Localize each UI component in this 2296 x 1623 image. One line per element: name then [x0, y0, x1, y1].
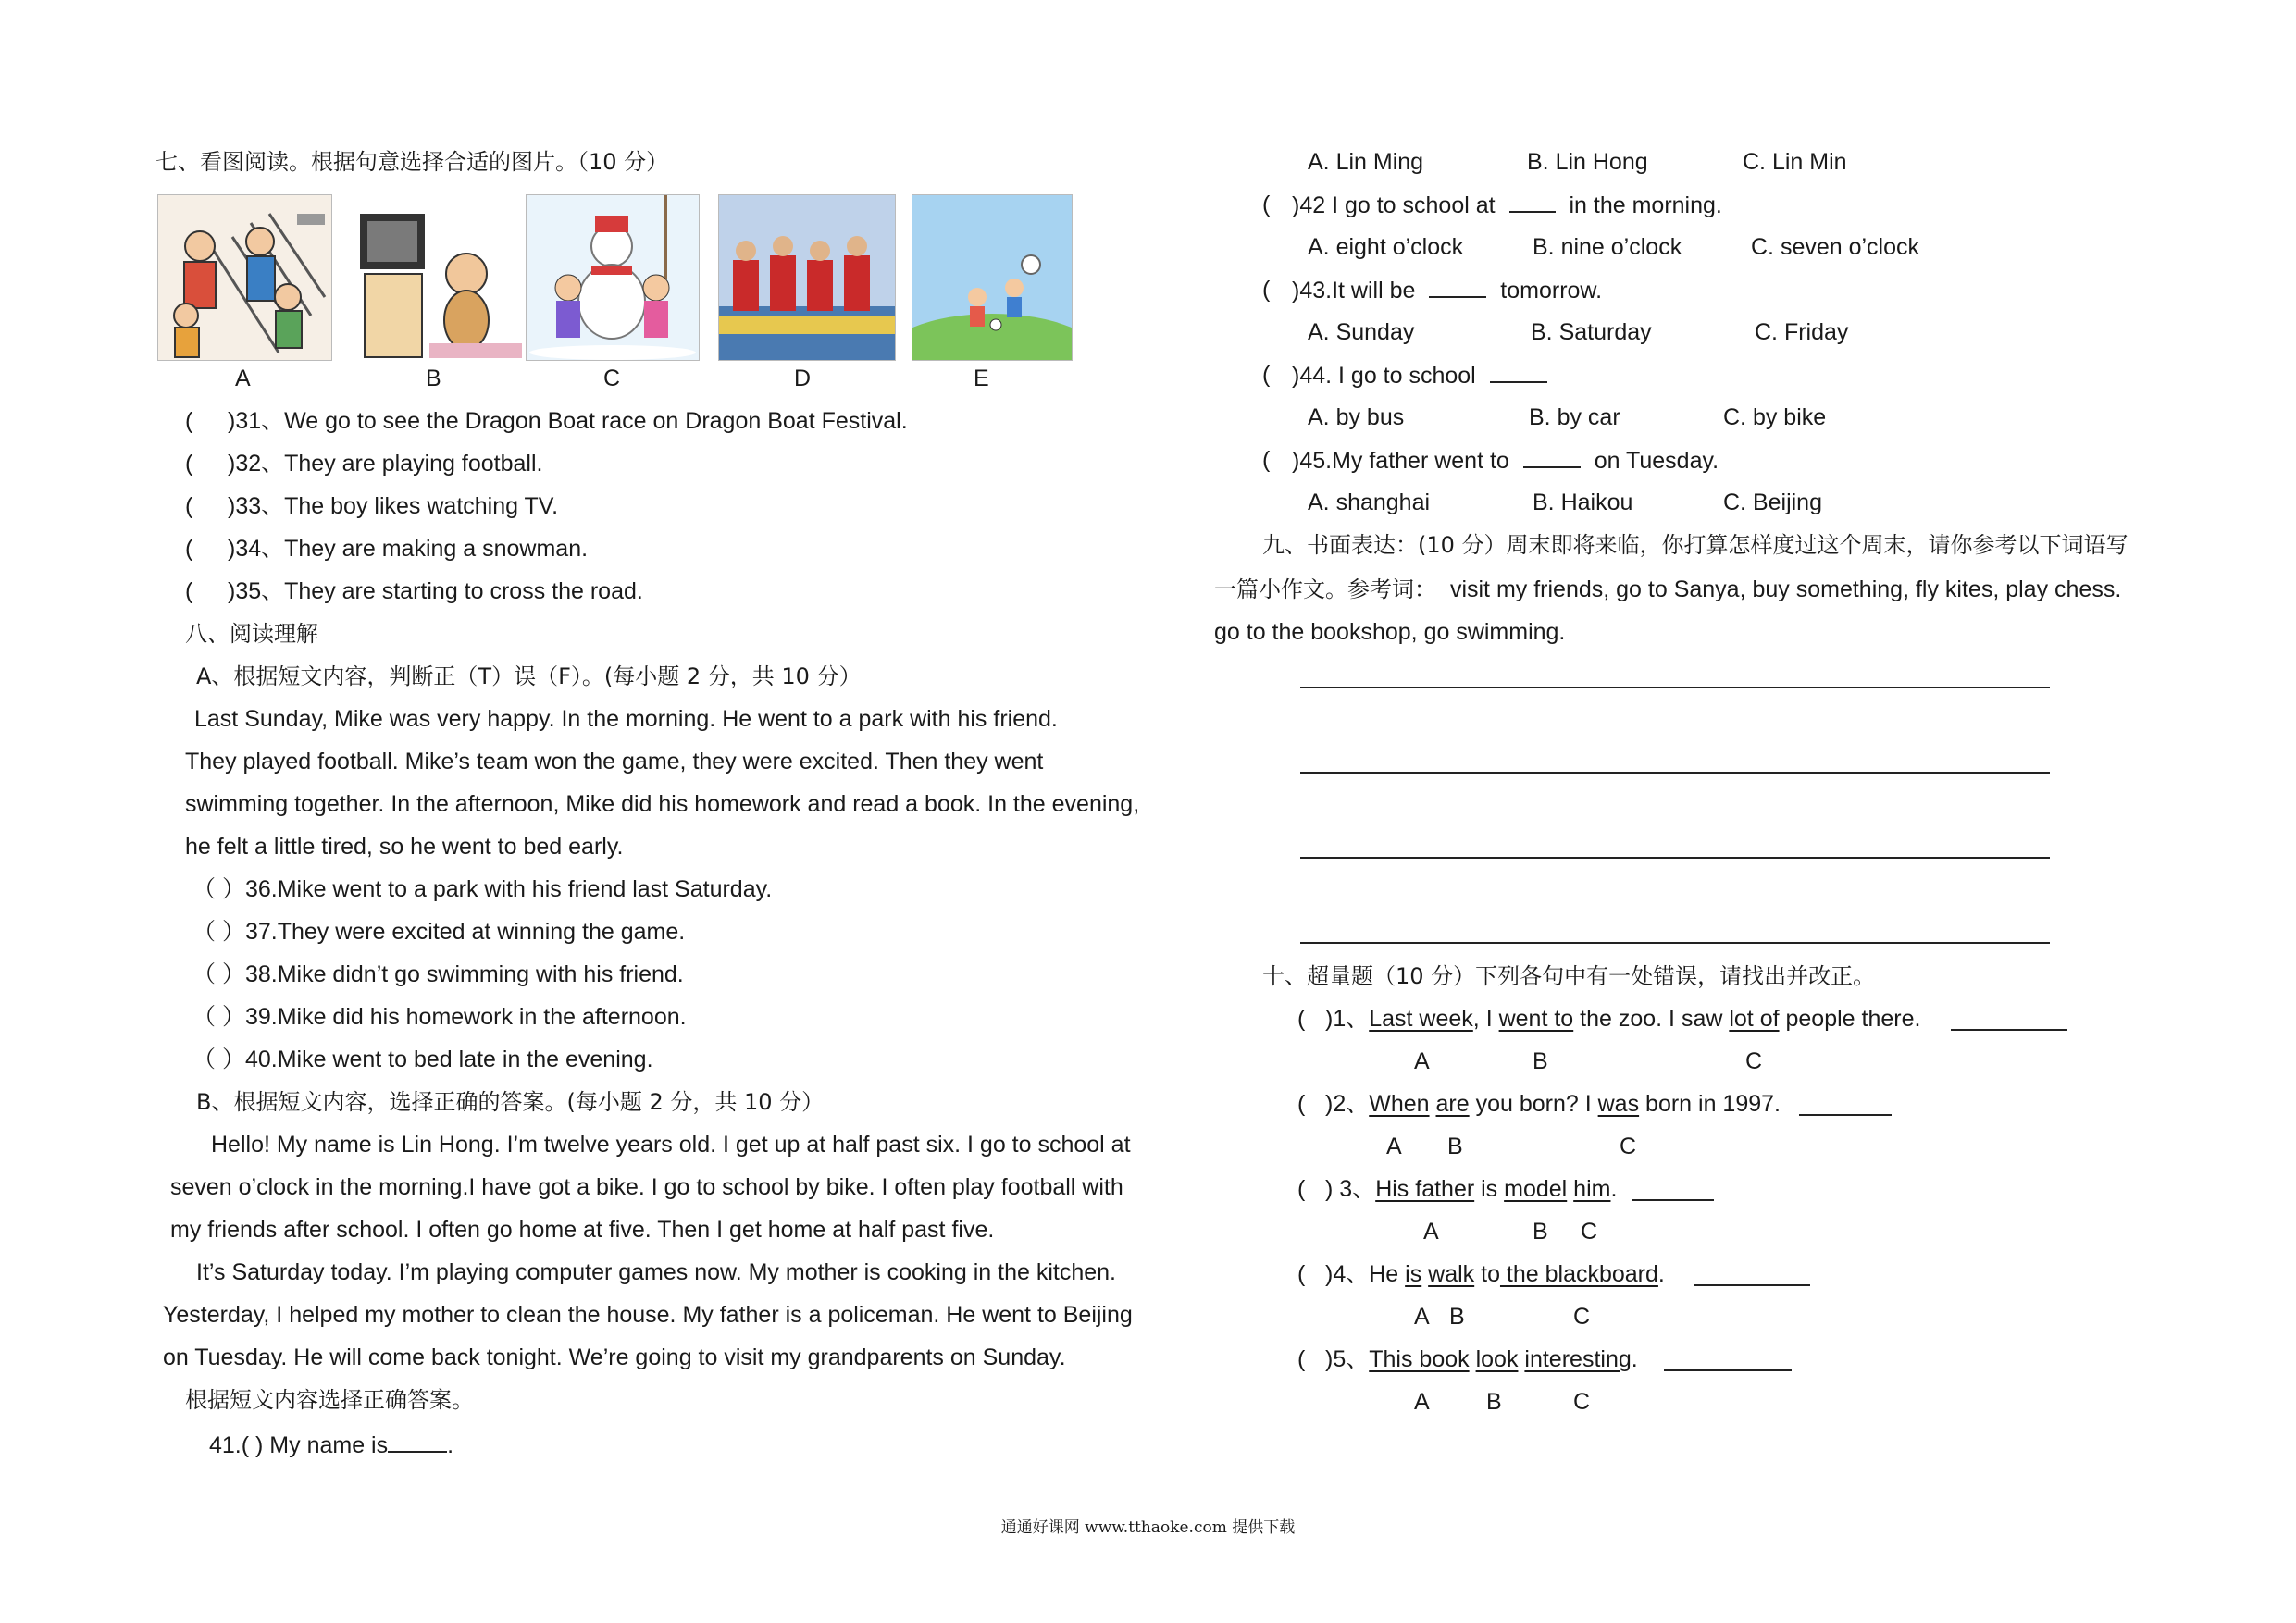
- passage-a-line-3: swimming together. In the afternoon, Mike did his homework and read a book. In the evening,: [185, 791, 1140, 817]
- q41-option-a: A. Lin Ming: [1308, 149, 1424, 175]
- error-1-number: )1、: [1325, 1006, 1370, 1032]
- error-2-label-a: A: [1386, 1134, 1402, 1159]
- q41-option-c: C. Lin Min: [1743, 149, 1847, 175]
- error-3-sentence: [1325, 1175, 1617, 1203]
- q42-blank: [1509, 191, 1556, 213]
- error-2-label-c: C: [1620, 1134, 1637, 1159]
- q42-stem: [1292, 191, 1722, 219]
- error-4-text-3: .: [1657, 1261, 1665, 1287]
- q44-option-c: C. by bike: [1723, 404, 1827, 430]
- section-9-ref-words-cont: go to the bookshop, go swimming.: [1214, 619, 1566, 645]
- error-2-number: )2、: [1325, 1091, 1370, 1117]
- q42-paren: (: [1262, 192, 1271, 217]
- q43-paren: (: [1262, 277, 1271, 303]
- picture-label-c: C: [603, 365, 621, 391]
- passage-b-line-2: seven o’clock in the morning.I have got a bike. I go to school by bike. I often play football with: [170, 1174, 1123, 1200]
- q44-pre: )44. I go to school: [1292, 363, 1476, 389]
- error-1-part-c: lot of: [1729, 1006, 1780, 1032]
- q32-text: )32、They are playing football.: [228, 451, 543, 477]
- q37-true-false: （ ）37.They were excited at winning the game.: [192, 919, 686, 945]
- error-2-sentence: [1325, 1090, 1781, 1118]
- writing-line-2[interactable]: [1300, 772, 2050, 774]
- q43-option-b: B. Saturday: [1531, 319, 1652, 345]
- section-9-ref-words: visit my friends, go to Sanya, buy something, fly kites, play chess.: [1449, 576, 2122, 602]
- error-5-paren: (: [1297, 1346, 1306, 1372]
- q44-blank: [1490, 361, 1547, 383]
- error-3-part-b: model: [1504, 1176, 1568, 1202]
- choose-title: 根据短文内容选择正确答案。: [185, 1387, 474, 1413]
- picture-d-dragon-boat: [718, 194, 896, 361]
- q44-paren: (: [1262, 362, 1271, 388]
- q43-blank: [1429, 276, 1486, 298]
- error-4-paren: (: [1297, 1261, 1306, 1287]
- section-8a-title: A、根据短文内容，判断正（T）误（F）。(每小题 2 分，共 10 分）: [196, 663, 862, 689]
- q42-option-b: B. nine o’clock: [1533, 234, 1682, 260]
- error-5-label-c: C: [1573, 1389, 1591, 1415]
- q31-paren: (: [185, 408, 193, 434]
- picture-a-crossing-road: [157, 194, 332, 361]
- q42-option-a: A. eight o’clock: [1308, 234, 1464, 260]
- error-5-part-b: look: [1475, 1346, 1519, 1372]
- error-2-part-b: are: [1435, 1091, 1470, 1117]
- q45-option-b: B. Haikou: [1533, 489, 1633, 515]
- error-2-part-a: When: [1369, 1091, 1430, 1117]
- q45-option-a: A. shanghai: [1308, 489, 1431, 515]
- writing-line-1[interactable]: [1300, 687, 2050, 688]
- error-1-sentence: [1325, 1005, 1920, 1033]
- q45-blank: [1523, 446, 1581, 468]
- q41-blank: [388, 1431, 447, 1453]
- q41-option-b: B. Lin Hong: [1527, 149, 1648, 175]
- q45-paren: (: [1262, 447, 1271, 473]
- q41-period: .: [447, 1432, 454, 1458]
- q44-stem: [1292, 361, 1547, 390]
- error-1-text-2: the zoo. I saw: [1573, 1006, 1730, 1032]
- section-10-title: 十、超量题（10 分）下列各句中有一处错误，请找出并改正。: [1262, 963, 1876, 989]
- section-8-title: 八、阅读理解: [185, 621, 318, 647]
- section-9-prompt: [1214, 576, 2121, 603]
- error-2-label-b: B: [1447, 1134, 1463, 1159]
- error-3-label-b: B: [1533, 1219, 1548, 1245]
- q34-paren: (: [185, 536, 193, 562]
- picture-label-e: E: [974, 365, 989, 391]
- passage-b-line-5: Yesterday, I helped my mother to clean the house. My father is a policeman. He went to Beijing: [163, 1302, 1133, 1328]
- picture-e-playing-football: [912, 194, 1073, 361]
- passage-a-line-4: he felt a little tired, so he went to bed early.: [185, 834, 624, 860]
- error-1-part-b: went to: [1498, 1006, 1574, 1032]
- error-3-part-a: His father: [1375, 1176, 1475, 1202]
- section-8b-title: B、根据短文内容，选择正确的答案。(每小题 2 分，共 10 分）: [196, 1089, 825, 1115]
- error-3-label-c: C: [1581, 1219, 1598, 1245]
- q40-true-false: （ ）40.Mike went to bed late in the evening.: [192, 1047, 653, 1072]
- error-4-text-2: to: [1474, 1261, 1500, 1287]
- error-2-paren: (: [1297, 1091, 1306, 1117]
- error-1-paren: (: [1297, 1006, 1306, 1032]
- error-1-label-b: B: [1533, 1048, 1548, 1074]
- passage-b-line-4: It’s Saturday today. I’m playing computer games now. My mother is cooking in the kitchen.: [196, 1259, 1116, 1285]
- picture-label-b: B: [426, 365, 441, 391]
- error-5-text-1: [1470, 1346, 1476, 1372]
- q43-option-a: A. Sunday: [1308, 319, 1415, 345]
- error-4-sentence: [1325, 1260, 1665, 1288]
- error-5-label-b: B: [1486, 1389, 1502, 1415]
- q42-post: in the morning.: [1569, 192, 1722, 218]
- section-9-ref-label: 一篇小作文。参考词：: [1214, 576, 1436, 602]
- picture-c-snowman: [526, 194, 700, 361]
- passage-b-line-6: on Tuesday. He will come back tonight. We’re going to visit my grandparents on Sunday.: [163, 1344, 1066, 1370]
- passage-b-line-1: Hello! My name is Lin Hong. I’m twelve years old. I get up at half past six. I go to school at: [211, 1132, 1131, 1158]
- error-5-part-c: interesting: [1524, 1346, 1632, 1372]
- error-5-sentence: [1325, 1345, 1638, 1373]
- q41-text: 41.( ) My name is: [209, 1432, 389, 1458]
- error-3-label-a: A: [1423, 1219, 1439, 1245]
- picture-label-a: A: [235, 365, 251, 391]
- q36-true-false: （ ）36.Mike went to a park with his friend last Saturday.: [192, 876, 773, 902]
- q33-text: )33、The boy likes watching TV.: [228, 493, 559, 519]
- error-5-part-a: This book: [1369, 1346, 1470, 1372]
- passage-a-line-1: Last Sunday, Mike was very happy. In the morning. He went to a park with his friend.: [194, 706, 1058, 732]
- q43-stem: [1292, 276, 1602, 304]
- error-5-answer-blank[interactable]: [1664, 1349, 1792, 1371]
- q35-paren: (: [185, 578, 193, 604]
- error-5-label-a: A: [1414, 1389, 1430, 1415]
- q43-option-c: C. Friday: [1755, 319, 1849, 345]
- picture-label-d: D: [794, 365, 812, 391]
- error-3-text-3: .: [1610, 1176, 1618, 1202]
- q45-pre: )45.My father went to: [1292, 448, 1509, 474]
- q34-text: )34、They are making a snowman.: [228, 536, 589, 562]
- error-3-paren: (: [1297, 1176, 1306, 1202]
- q32-paren: (: [185, 451, 193, 477]
- writing-line-3[interactable]: [1300, 857, 2050, 859]
- error-4-part-b: walk: [1428, 1261, 1475, 1287]
- error-4-label-a: A: [1414, 1304, 1430, 1330]
- q41-stem: [209, 1431, 453, 1459]
- error-4-label-c: C: [1573, 1304, 1591, 1330]
- q43-post: tomorrow.: [1500, 278, 1603, 304]
- q45-post: on Tuesday.: [1594, 448, 1719, 474]
- q35-text: )35、They are starting to cross the road.: [228, 578, 643, 604]
- error-4-part-c: the blackboard: [1499, 1261, 1658, 1287]
- section-9-title: 九、书面表达：(10 分）周末即将来临，你打算怎样度过这个周末，请你参考以下词语写: [1262, 532, 2128, 558]
- picture-b-watching-tv: [350, 194, 527, 361]
- q45-option-c: C. Beijing: [1723, 489, 1822, 515]
- error-3-number: ) 3、: [1325, 1176, 1376, 1202]
- q43-pre: )43.It will be: [1292, 278, 1416, 304]
- q33-paren: (: [185, 493, 193, 519]
- passage-a-line-2: They played football. Mike’s team won the game, they were excited. Then they went: [185, 749, 1044, 774]
- q31-text: )31、We go to see the Dragon Boat race on Dragon Boat Festival.: [228, 408, 908, 434]
- q42-pre: )42 I go to school at: [1292, 192, 1496, 218]
- q44-option-a: A. by bus: [1308, 404, 1405, 430]
- error-4-label-b: B: [1449, 1304, 1465, 1330]
- q42-option-c: C. seven o’clock: [1751, 234, 1920, 260]
- error-2-text-1: [1430, 1091, 1436, 1117]
- q44-option-b: B. by car: [1529, 404, 1620, 430]
- section-7-title: 七、看图阅读。根据句意选择合适的图片。（10 分）: [155, 149, 669, 175]
- error-5-text-3: .: [1631, 1346, 1638, 1372]
- error-2-text-2: you born? I: [1469, 1091, 1598, 1117]
- error-1-answer-blank[interactable]: [1951, 1009, 2067, 1031]
- page-footer: 通通好课网 www.tthaoke.com 提供下载: [1000, 1518, 1296, 1537]
- q45-stem: [1292, 446, 1719, 475]
- error-3-answer-blank[interactable]: [1632, 1179, 1714, 1201]
- error-1-text-3: people there.: [1779, 1006, 1921, 1032]
- error-5-number: )5、: [1325, 1346, 1370, 1372]
- q38-true-false: （ ）38.Mike didn’t go swimming with his friend.: [192, 961, 684, 987]
- error-2-answer-blank[interactable]: [1799, 1094, 1892, 1116]
- error-3-text-1: is: [1474, 1176, 1505, 1202]
- writing-line-4[interactable]: [1300, 942, 2050, 944]
- error-1-text-1: , I: [1472, 1006, 1499, 1032]
- q39-true-false: （ ）39.Mike did his homework in the afternoon.: [192, 1004, 687, 1030]
- error-1-label-c: C: [1745, 1048, 1763, 1074]
- error-4-part-a: is: [1405, 1261, 1422, 1287]
- error-1-label-a: A: [1414, 1048, 1430, 1074]
- error-2-part-c: was: [1597, 1091, 1640, 1117]
- error-4-answer-blank[interactable]: [1694, 1264, 1810, 1286]
- passage-b-line-3: my friends after school. I often go home at five. Then I get home at half past five.: [170, 1217, 995, 1243]
- error-2-text-3: born in 1997.: [1639, 1091, 1781, 1117]
- error-3-part-c: him: [1573, 1176, 1611, 1202]
- error-4-number: )4、He: [1325, 1261, 1406, 1287]
- error-1-part-a: Last week: [1369, 1006, 1473, 1032]
